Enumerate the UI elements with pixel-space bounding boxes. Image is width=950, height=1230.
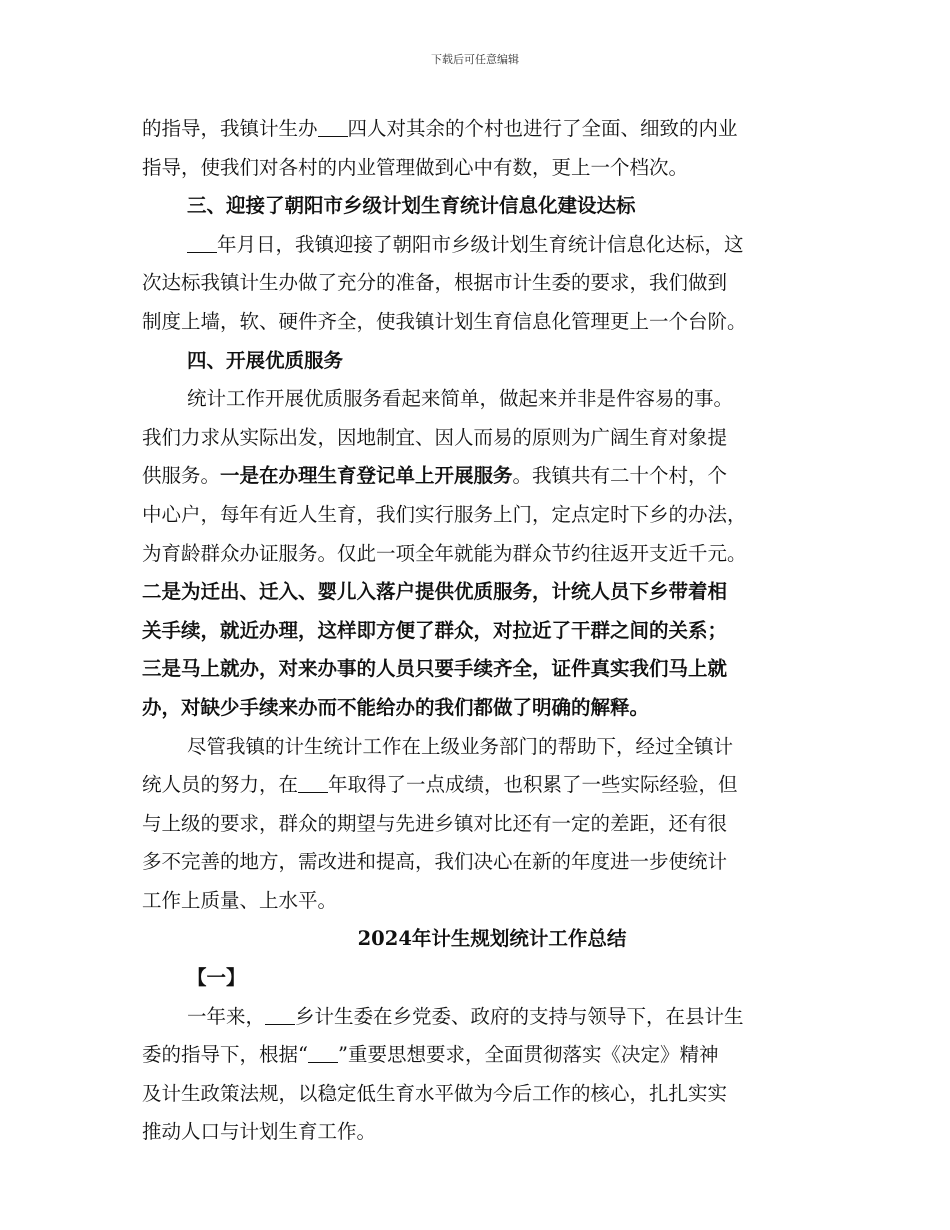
document-title bbox=[142, 920, 842, 959]
text-run: 。我镇共有二十个村，个 bbox=[512, 464, 728, 488]
text-run: 次达标我镇计生办做了充分的准备，根据市计生委的要求，我们做到 bbox=[142, 271, 728, 295]
paragraph-line bbox=[142, 419, 842, 458]
text-run: 统计工作开展优质服务看起来简单，做起来并非是件容易的事。 bbox=[187, 387, 734, 411]
paragraph-line bbox=[142, 612, 842, 651]
heading-text: 四、开展优质服务 bbox=[187, 348, 344, 372]
paragraph-line bbox=[142, 689, 842, 728]
page-header: 下载后可任意编辑 bbox=[431, 53, 519, 66]
section-marker bbox=[142, 959, 842, 998]
text-run: 为育龄群众办证服务。仅此一项全年就能为群众节约往返开支近千元。 bbox=[142, 541, 747, 565]
paragraph-line bbox=[142, 303, 842, 342]
bold-text-run: 三是马上就办，对来办事的人员只要手续齐全，证件真实我们马上就 bbox=[142, 657, 728, 681]
text-run: 工作上质量、上水平。 bbox=[142, 888, 338, 912]
text-run: 我们力求从实际出发，因地制宜、因人而易的原则为广阔生育对象提 bbox=[142, 425, 728, 449]
text-run: 中心户，每年有近人生育，我们实行服务上门，定点定时下乡的办法， bbox=[142, 502, 747, 526]
text-run: 及计生政策法规，以稳定低生育水平做为今后工作的核心，扎扎实实 bbox=[142, 1081, 728, 1105]
paragraph-line bbox=[142, 457, 842, 496]
fill-blank bbox=[298, 773, 328, 794]
fill-blank bbox=[265, 1004, 295, 1025]
paragraph-line bbox=[142, 1036, 842, 1075]
paragraph-line bbox=[142, 882, 842, 921]
text-run: 的指导，我镇计生办 bbox=[142, 117, 318, 140]
paragraph-line bbox=[142, 110, 842, 149]
paragraph-line bbox=[142, 226, 842, 265]
paragraph-line bbox=[142, 650, 842, 689]
paragraph-line bbox=[142, 264, 842, 303]
fill-blank bbox=[187, 232, 217, 253]
paragraph-line bbox=[142, 843, 842, 882]
paragraph-line bbox=[142, 1075, 842, 1114]
section-heading bbox=[142, 342, 842, 381]
text-run: 供服务。 bbox=[142, 464, 221, 488]
text-run: 乡计生委在乡党委、政府的支持与领导下，在县计生 bbox=[295, 1004, 744, 1028]
paragraph-line bbox=[142, 535, 842, 574]
paragraph-line bbox=[142, 728, 842, 767]
fill-blank bbox=[308, 1043, 338, 1064]
bold-text-run: 二是为迁出、迁入、婴儿入落户提供优质服务，计统人员下乡带着相 bbox=[142, 580, 728, 604]
text-run: 年月日，我镇迎接了朝阳市乡级计划生育统计信息化达标，这 bbox=[217, 232, 744, 256]
paragraph-line bbox=[142, 573, 842, 612]
paragraph-line bbox=[142, 766, 842, 805]
text-run: 委的指导下，根据“ bbox=[142, 1043, 308, 1067]
text-run: 与上级的要求，群众的期望与先进乡镇对比还有一定的差距，还有很 bbox=[142, 811, 728, 835]
text-run: 制度上墙，软、硬件齐全，使我镇计划生育信息化管理更上一个台阶。 bbox=[142, 309, 747, 333]
text-run: 年取得了一点成绩，也积累了一些实际经验，但 bbox=[328, 773, 738, 797]
text-run: ”重要思想要求，全面贯彻落实《决定》精神 bbox=[337, 1043, 719, 1067]
heading-text: 三、迎接了朝阳市乡级计划生育统计信息化建设达标 bbox=[187, 194, 636, 218]
bold-text-run: 关手续，就近办理，这样即方便了群众，对拉近了干群之间的关系； bbox=[142, 618, 728, 642]
title-text: 2024年计生规划统计工作总结 bbox=[357, 927, 627, 951]
document-body bbox=[142, 110, 842, 1152]
section-heading bbox=[142, 187, 842, 226]
text-run: 指导，使我们对各村的内业管理做到心中有数，更上一个档次。 bbox=[142, 155, 689, 179]
paragraph-line bbox=[142, 1113, 842, 1152]
bold-text-run: 一是在办理生育登记单上开展服务 bbox=[220, 464, 513, 488]
paragraph-line bbox=[142, 380, 842, 419]
text-run: 一年来， bbox=[187, 1004, 266, 1028]
text-run: 统人员的努力，在 bbox=[142, 773, 299, 797]
paragraph-line bbox=[142, 149, 842, 188]
text-run: 推动人口与计划生育工作。 bbox=[142, 1120, 377, 1144]
paragraph-line bbox=[142, 805, 842, 844]
paragraph-line bbox=[142, 496, 842, 535]
text-run: 尽管我镇的计生统计工作在上级业务部门的帮助下，经过全镇计 bbox=[187, 734, 734, 758]
section-marker-text: 【一】 bbox=[187, 966, 246, 990]
bold-text-run: 办，对缺少手续来办而不能给办的我们都做了明确的解释。 bbox=[142, 695, 650, 719]
paragraph-line bbox=[142, 998, 842, 1037]
text-run: 四人对其余的个村也进行了全面、细致的内业 bbox=[347, 117, 738, 140]
text-run: 多不完善的地方，需改进和提高，我们决心在新的年度进一步使统计 bbox=[142, 850, 728, 874]
fill-blank bbox=[318, 117, 348, 138]
